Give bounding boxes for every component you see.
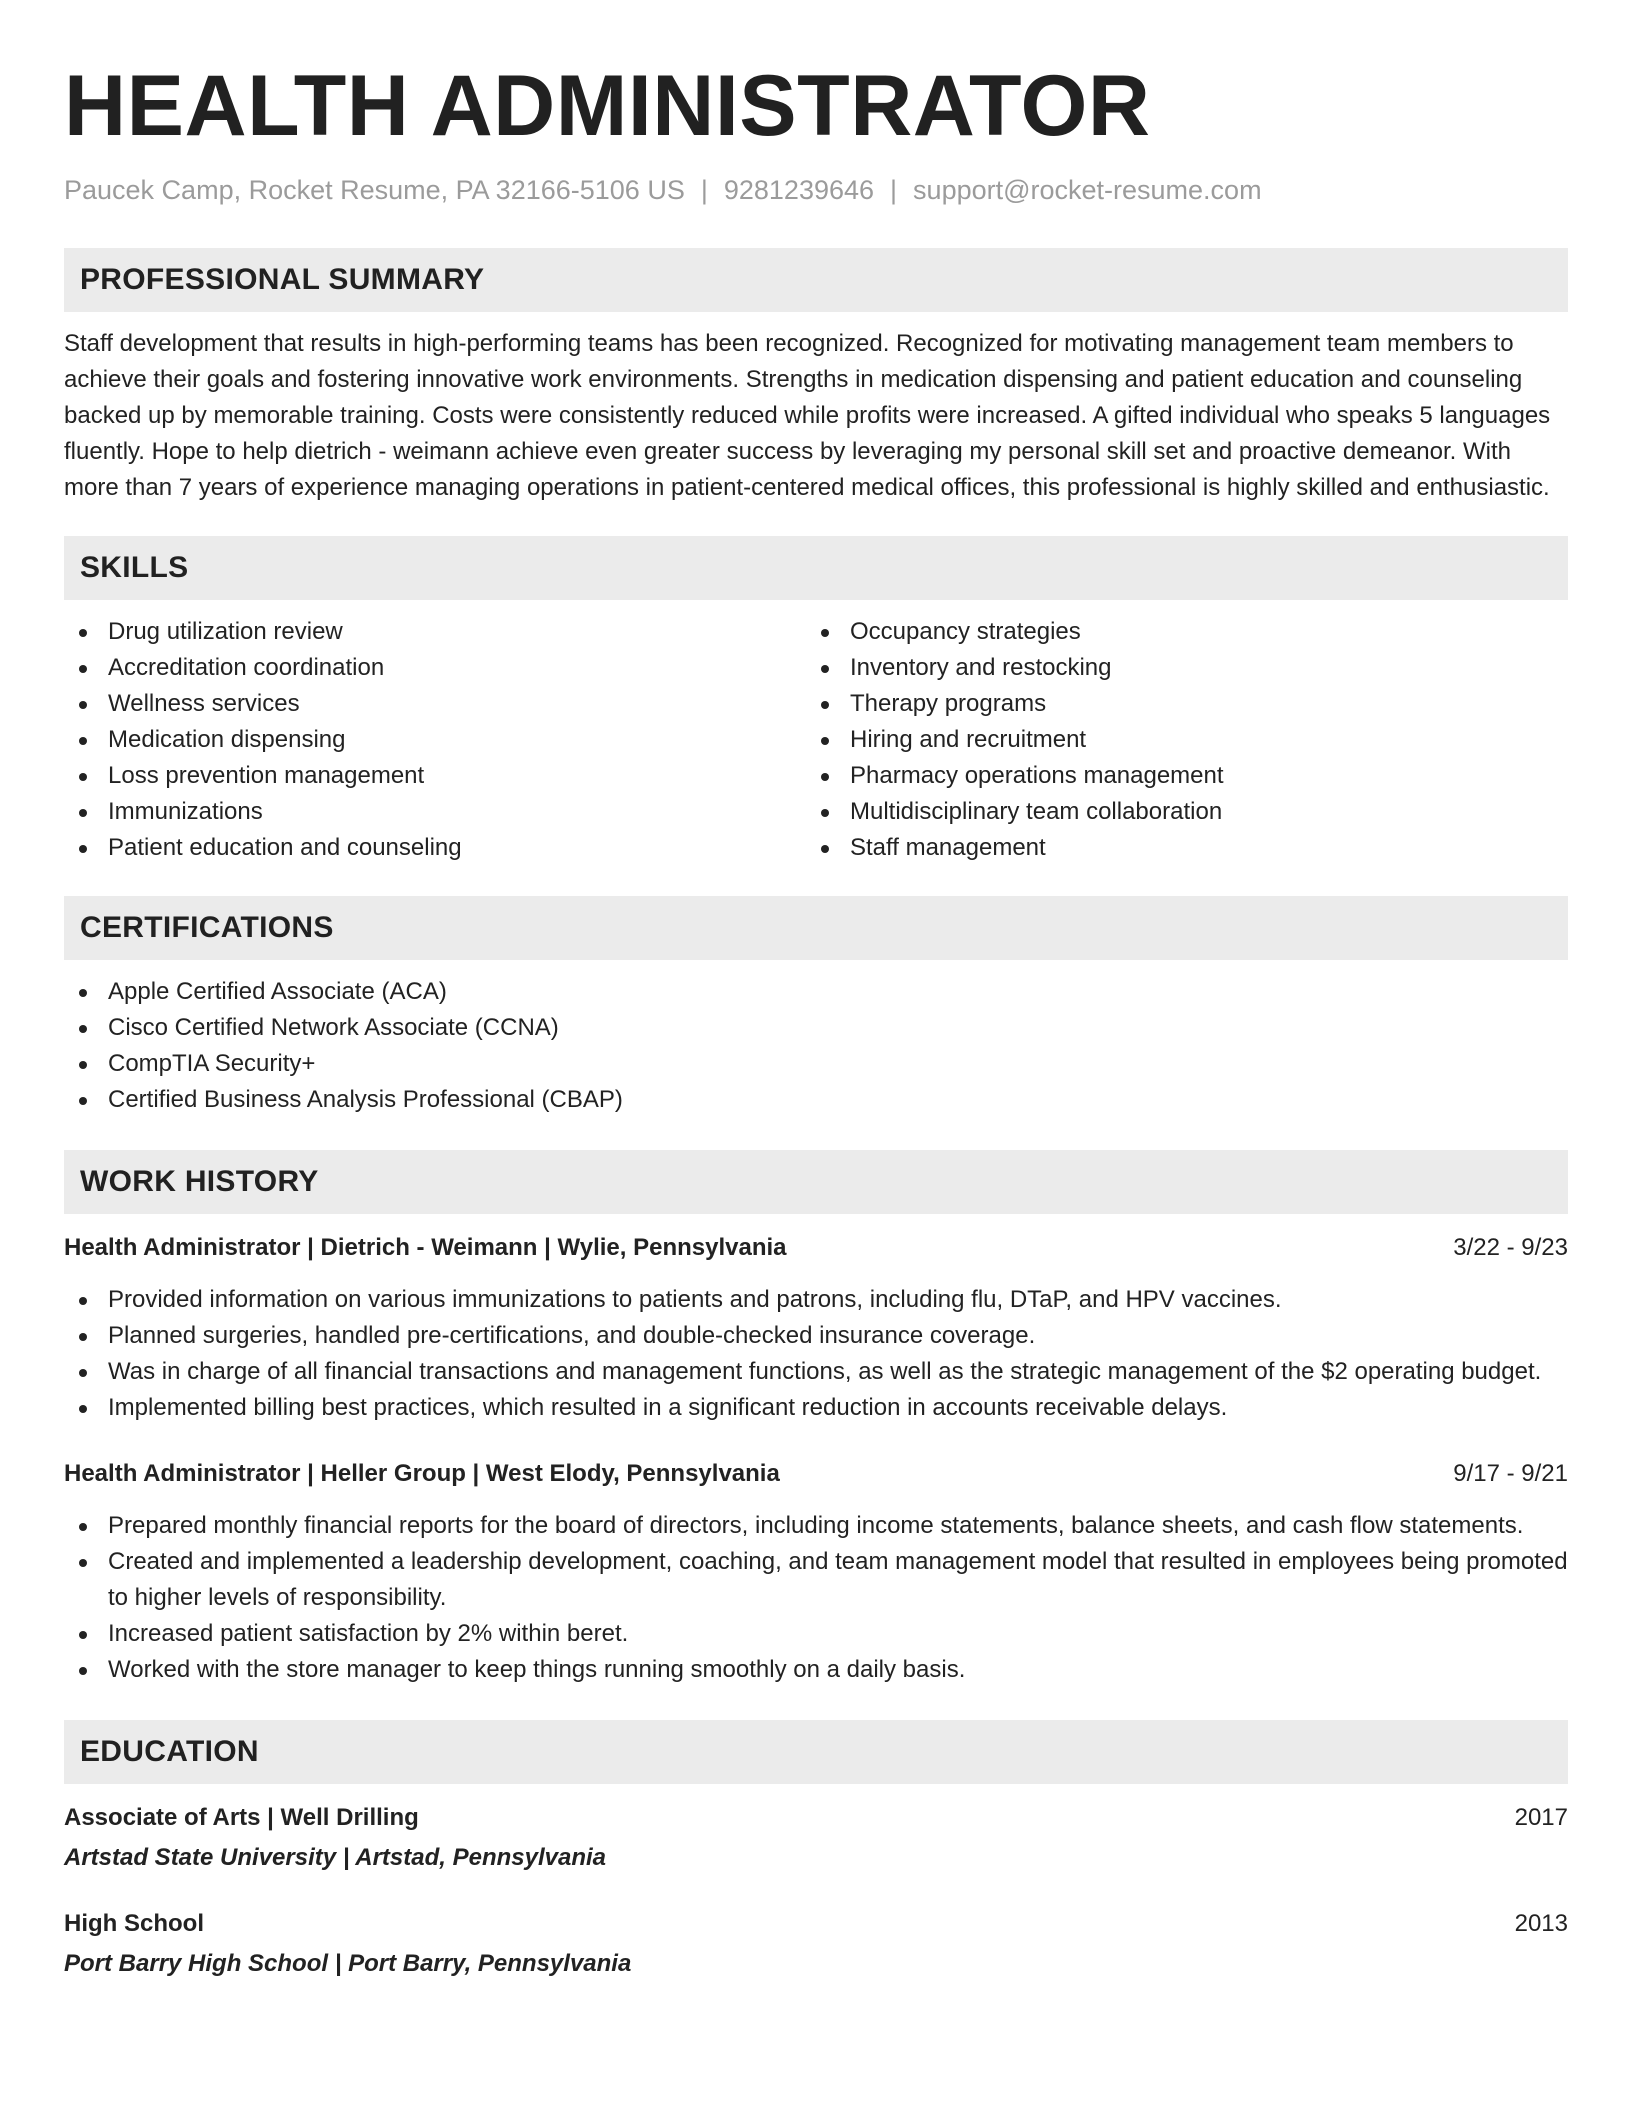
skill-item: Accreditation coordination — [64, 650, 806, 686]
skills-list — [64, 614, 1568, 866]
job-bullet: Was in charge of all financial transactions and management functions, as well as the strategic management of the $2 operating budget. — [64, 1354, 1568, 1390]
section-heading-summary: PROFESSIONAL SUMMARY — [64, 248, 1568, 312]
job-bullet: Implemented billing best practices, which resulted in a significant reduction in accounts receivable delays. — [64, 1390, 1568, 1426]
section-heading-work-history: WORK HISTORY — [64, 1150, 1568, 1214]
education-school: Artstad State University | Artstad, Pennsylvania — [64, 1844, 607, 1871]
job-bullet: Increased patient satisfaction by 2% within beret. — [64, 1616, 1568, 1652]
skill-item: Wellness services — [64, 686, 806, 722]
job-bullet: Prepared monthly financial reports for the board of directors, including income statements, balance sheets, and cash flow statements. — [64, 1508, 1568, 1544]
contact-phone: 9281239646 — [723, 175, 875, 205]
education-year: 2017 — [1514, 1804, 1568, 1831]
job-entry — [64, 1456, 1568, 1688]
skill-item: Multidisciplinary team collaboration — [806, 794, 1548, 830]
contact-separator: | — [700, 175, 708, 205]
skill-item: Loss prevention management — [64, 758, 806, 794]
education-entry — [64, 1800, 1568, 1876]
education-degree: High School — [64, 1910, 204, 1937]
job-bullet: Planned surgeries, handled pre-certifications, and double-checked insurance coverage. — [64, 1318, 1568, 1354]
certification-item: CompTIA Security+ — [64, 1046, 1568, 1082]
section-heading-skills: SKILLS — [64, 536, 1568, 600]
contact-email: support@rocket-resume.com — [913, 175, 1262, 205]
skill-item: Hiring and recruitment — [806, 722, 1548, 758]
job-header — [64, 1456, 1568, 1492]
job-dates: 3/22 - 9/23 — [1453, 1234, 1568, 1261]
job-title: Health Administrator | Dietrich - Weimann | Wylie, Pennsylvania — [64, 1234, 787, 1261]
skill-item: Inventory and restocking — [806, 650, 1548, 686]
education-entry — [64, 1906, 1568, 1982]
resume-name: HEALTH ADMINISTRATOR — [64, 58, 1151, 154]
skill-item: Medication dispensing — [64, 722, 806, 758]
job-bullet: Provided information on various immunizations to patients and patrons, including flu, DTaP, and HPV vaccines. — [64, 1282, 1568, 1318]
certification-item: Apple Certified Associate (ACA) — [64, 974, 1568, 1010]
education-header — [64, 1906, 1568, 1942]
certification-item: Certified Business Analysis Professional (CBAP) — [64, 1082, 1568, 1118]
skill-item: Staff management — [806, 830, 1548, 866]
skills-column-left — [64, 614, 806, 866]
section-heading-certifications: CERTIFICATIONS — [64, 896, 1568, 960]
certification-item: Cisco Certified Network Associate (CCNA) — [64, 1010, 1568, 1046]
education-degree: Associate of Arts | Well Drilling — [64, 1804, 419, 1831]
education-header — [64, 1800, 1568, 1836]
skill-item: Occupancy strategies — [806, 614, 1548, 650]
skill-item: Patient education and counseling — [64, 830, 806, 866]
job-bullets — [64, 1508, 1568, 1688]
job-bullets — [64, 1282, 1568, 1426]
summary-text: Staff development that results in high-performing teams has been recognized. Recognized for motivating management team members to achieve their goals and fostering innovative work environments. Strengths in medication dispensing and patient education and counseling backed up by memorable training. Costs were consistently reduced while profits were increased. A gifted individual who speaks 5 languages fluently. Hope to help dietrich - weimann achieve even greater success by leveraging my personal skill set and proactive demeanor. With more than 7 years of experience managing operations in patient-centered medical offices, this professional is highly skilled and enthusiastic. — [64, 330, 1551, 501]
education-year: 2013 — [1514, 1910, 1568, 1937]
job-title: Health Administrator | Heller Group | West Elody, Pennsylvania — [64, 1460, 780, 1487]
job-header — [64, 1230, 1568, 1266]
skill-item: Immunizations — [64, 794, 806, 830]
skill-item: Therapy programs — [806, 686, 1548, 722]
section-heading-education: EDUCATION — [64, 1720, 1568, 1784]
contact-separator: | — [890, 175, 898, 205]
job-bullet: Created and implemented a leadership development, coaching, and team management model that resulted in employees being promoted to higher levels of responsibility. — [64, 1544, 1568, 1616]
contact-line — [64, 172, 1568, 208]
job-dates: 9/17 - 9/21 — [1453, 1460, 1568, 1487]
education-school: Port Barry High School | Port Barry, Pennsylvania — [64, 1950, 632, 1977]
skill-item: Drug utilization review — [64, 614, 806, 650]
job-bullet: Worked with the store manager to keep things running smoothly on a daily basis. — [64, 1652, 1568, 1688]
certifications-list — [64, 974, 1568, 1118]
contact-address: Paucek Camp, Rocket Resume, PA 32166-5106 US — [64, 175, 685, 205]
job-entry — [64, 1230, 1568, 1426]
skill-item: Pharmacy operations management — [806, 758, 1548, 794]
skills-column-right — [806, 614, 1548, 866]
